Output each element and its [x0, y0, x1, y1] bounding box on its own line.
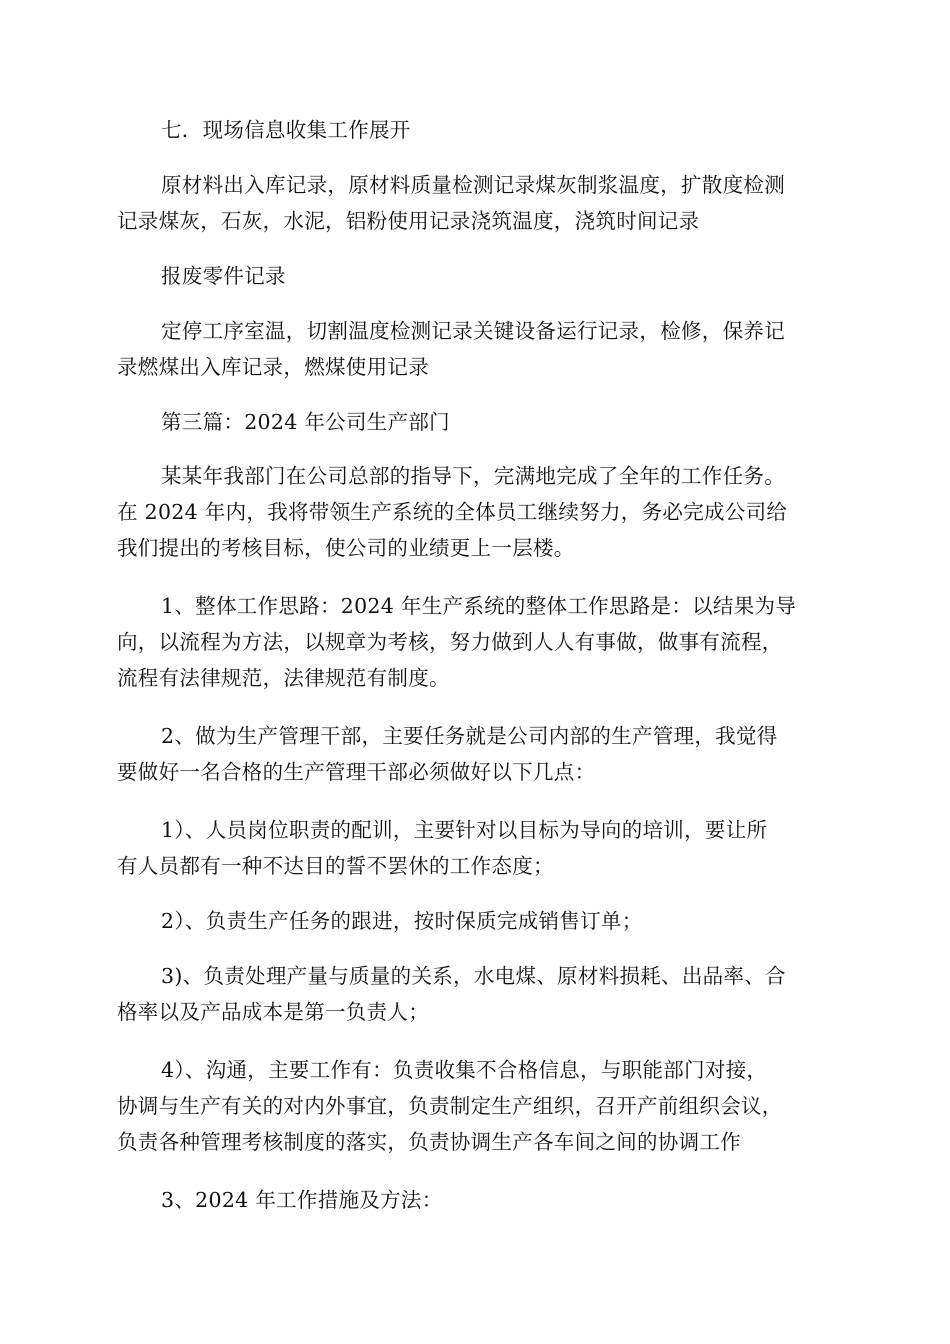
text-line: 1、整体工作思路：2024 年生产系统的整体工作思路是：以结果为导: [161, 594, 797, 618]
paragraph-item-3-heading: [117, 1182, 837, 1218]
text-line: 3)、负责处理产量与质量的关系，水电煤、原材料损耗、出品率、合: [161, 964, 786, 988]
text-line: 1）、人员岗位职责的配训，主要针对以目标为导向的培训，要让所: [161, 818, 768, 842]
text-line: 向，以流程为方法，以规章为考核，努力做到人人有事做，做事有流程，: [117, 630, 783, 654]
paragraph-process-records: [117, 313, 837, 385]
text-line: 2）、负责生产任务的跟进，按时保质完成销售订单；: [161, 909, 643, 933]
text-line: 定停工序室温，切割温度检测记录关键设备运行记录，检修，保养记: [161, 319, 785, 343]
text-line: 格率以及产品成本是第一负责人；: [117, 1000, 429, 1024]
text-line: 流程有法律规范，法律规范有制度。: [117, 666, 450, 690]
paragraph-subitem-3: [117, 958, 837, 1030]
paragraph-item-1: [117, 588, 837, 696]
section-heading-site-info: [117, 112, 837, 148]
text-line: 要做好一名合格的生产管理干部必须做好以下几点：: [117, 760, 596, 784]
text-line: 第三篇：2024 年公司生产部门: [161, 410, 450, 434]
text-line: 录燃煤出入库记录，燃煤使用记录: [117, 355, 429, 379]
text-line: 2、做为生产管理干部，主要任务就是公司内部的生产管理，我觉得: [161, 724, 778, 748]
paragraph-item-2: [117, 718, 837, 790]
text-line: 有人员都有一种不达目的誓不罢休的工作态度；: [117, 854, 554, 878]
text-line: 记录煤灰，石灰，水泥，铝粉使用记录浇筑温度，浇筑时间记录: [117, 209, 700, 233]
chapter-heading: [117, 404, 837, 440]
text-line: 某某年我部门在公司总部的指导下，完满地完成了全年的工作任务。: [161, 464, 785, 488]
paragraph-raw-material-records: [117, 167, 837, 239]
text-line: 原材料出入库记录，原材料质量检测记录煤灰制浆温度，扩散度检测: [161, 173, 785, 197]
text-line: 七．现场信息收集工作展开: [161, 118, 411, 142]
text-line: 报废零件记录: [161, 264, 286, 288]
text-line: 我们提出的考核目标，使公司的业绩更上一层楼。: [117, 536, 575, 560]
text-line: 协调与生产有关的对内外事宜，负责制定生产组织，召开产前组织会议，: [117, 1094, 783, 1118]
paragraph-scrap-parts: [117, 258, 837, 294]
paragraph-subitem-2: [117, 903, 837, 939]
paragraph-subitem-4: [117, 1052, 837, 1160]
paragraph-subitem-1: [117, 812, 837, 884]
text-line: 在 2024 年内，我将带领生产系统的全体员工继续努力，务必完成公司给: [117, 500, 788, 524]
paragraph-intro: [117, 458, 837, 566]
text-line: 负责各种管理考核制度的落实，负责协调生产各车间之间的协调工作: [117, 1130, 741, 1154]
text-line: 4）、沟通，主要工作有：负责收集不合格信息，与职能部门对接，: [161, 1058, 768, 1082]
text-line: 3、2024 年工作措施及方法：: [161, 1188, 443, 1212]
